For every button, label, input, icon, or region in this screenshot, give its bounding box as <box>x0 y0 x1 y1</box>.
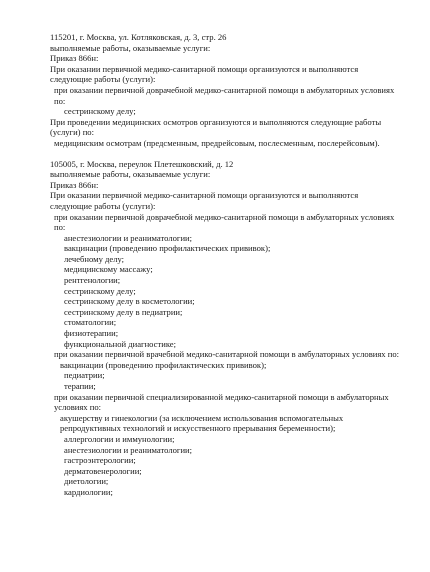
list-item: сестринскому делу; <box>64 285 136 296</box>
address: 105005, г. Москва, переулок Плетешковский, д. 12 <box>50 158 234 169</box>
list-item: физиотерапии; <box>64 328 119 339</box>
specialized-service-list <box>50 434 400 498</box>
address: 115201, г. Москва, ул. Котляковская, д. 3, стр. 26 <box>50 32 227 42</box>
primary-care-intro: При оказании первичной медико-санитарной помощи организуются и выполняются следующие работы (услуги): <box>50 190 359 211</box>
prephysician-service-list <box>50 233 400 350</box>
list-item: диетологии; <box>64 476 109 487</box>
list-item: кардиологии; <box>64 486 113 497</box>
list-item: педиатрии; <box>64 370 105 381</box>
order-reference: Приказ 866н: <box>50 53 99 64</box>
prephysician-outpatient-heading: при оказании первичной доврачебной медико-санитарной помощи в амбулаторных условиях по: <box>54 211 395 233</box>
order-reference: Приказ 866н: <box>50 179 99 190</box>
prephysician-outpatient-heading: при оказании первичной доврачебной медико-санитарной помощи в амбулаторных условиях по: <box>54 84 395 106</box>
service-item-obstetrics: акушерству и гинекологии (за исключением использования вспомогательных репродуктивных технологий и искусственного прерывания беременности); <box>60 412 344 434</box>
specialized-outpatient-heading: при оказании первичной специализированной медико-санитарной помощи в амбулаторных условиях по: <box>54 391 389 413</box>
list-item: сестринскому делу в косметологии; <box>64 296 195 307</box>
list-item: вакцинации (проведению профилактических прививок); <box>64 243 271 254</box>
list-item: медицинскому массажу; <box>64 264 153 275</box>
list-item: анестезиологии и реаниматологии; <box>64 232 193 243</box>
list-item: вакцинации (проведению профилактических прививок); <box>60 359 267 370</box>
list-item: сестринскому делу в педиатрии; <box>64 306 183 317</box>
list-item: дерматовенерологии; <box>64 465 142 476</box>
list-item: гастроэнтерологии; <box>64 455 136 466</box>
list-item: функциональной диагностике; <box>64 338 177 349</box>
physician-outpatient-heading: при оказании первичной врачебной медико-санитарной помощи в амбулаторных условиях по: <box>54 349 400 360</box>
services-header: выполняемые работы, оказываемые услуги: <box>50 169 211 180</box>
address-block-kotlyakovskaya <box>50 32 400 149</box>
service-item-medical-exams: медицинским осмотрам (предсменным, предрейсовым, послесменным, послерейсовым). <box>54 137 380 148</box>
list-item: стоматологии; <box>64 317 117 328</box>
list-item: анестезиологии и реаниматологии; <box>64 444 193 455</box>
list-item: терапии; <box>64 381 96 391</box>
address-block-pleteshkovsky <box>50 159 400 498</box>
services-header: выполняемые работы, оказываемые услуги: <box>50 42 211 53</box>
physician-service-list <box>50 360 400 392</box>
list-item: лечебному делу; <box>64 253 125 264</box>
primary-care-intro: При оказании первичной медико-санитарной помощи организуются и выполняются следующие работы (услуги): <box>50 63 359 85</box>
medical-exams-intro: При проведении медицинских осмотров организуются и выполняются следующие работы (услуги) по: <box>50 116 382 138</box>
service-item-nursing: сестринскому делу; <box>64 106 136 117</box>
list-item: рентгенологии; <box>64 275 121 286</box>
list-item: аллергологии и иммунологии; <box>64 433 175 444</box>
